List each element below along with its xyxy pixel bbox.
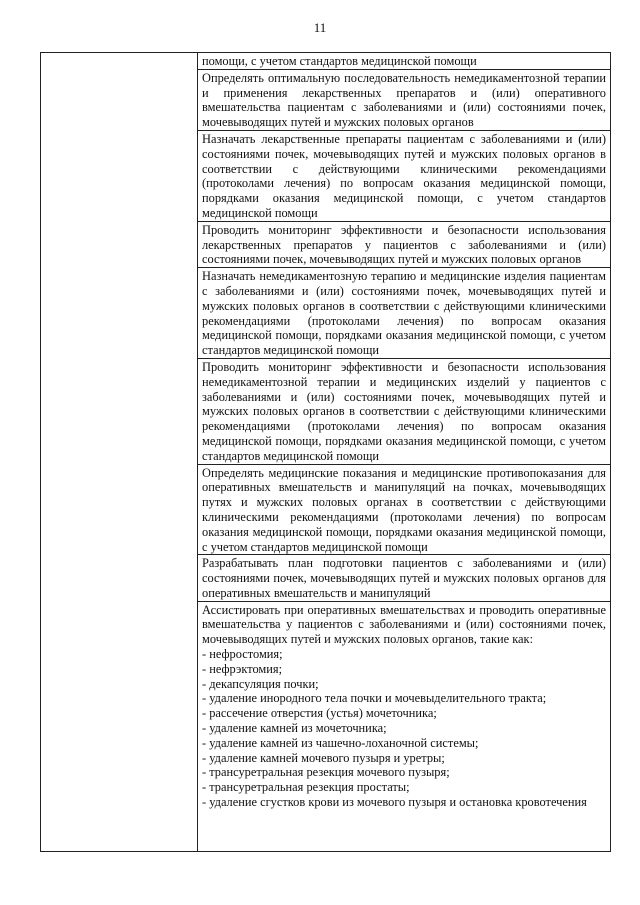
table-cell: Определять медицинские показания и медицинские противопоказания для оперативных вмешательств и манипуляций на почках, мочевыводящих путях и мужских половых органах в соответствии с действующими клиническими рекомендациями (протоколами лечения) по вопросам оказания медицинской помощи, порядками оказания медицинской помощи, с учетом стандартов медицинской помощи — [198, 465, 610, 556]
list-item: - удаление сгустков крови из мочевого пузыря и остановка кровотечения — [202, 795, 587, 810]
list-item: - рассечение отверстия (устья) мочеточника; — [202, 706, 437, 721]
list-item: - декапсуляция почки; — [202, 676, 319, 691]
table-cell: помощи, с учетом стандартов медицинской помощи — [198, 53, 610, 70]
list-item: - нефростомия; — [202, 647, 283, 662]
table-left-column — [41, 53, 198, 851]
list-item: - удаление инородного тела почки и мочевыделительного тракта; — [202, 691, 547, 706]
operations-list — [202, 647, 606, 810]
table-cell: Назначать немедикаментозную терапию и медицинские изделия пациентам с заболеваниями и (или) состояниями почек, мочевыводящих путей и мужских половых органов в соответствии с действующими клиническими рекомендациями (протоколами лечения) по вопросам оказания медицинской помощи, порядками оказания медицинской помощи, с учетом стандартов медицинской помощи — [198, 268, 610, 359]
table-right-column — [198, 53, 610, 810]
table-cell: Проводить мониторинг эффективности и безопасности использования немедикаментозной терапии и медицинских изделий у пациентов с заболеваниями и (или) состояниями почек, мочевыводящих путей и мужских половых органов в соответствии с действующими клиническими рекомендациями (протоколами лечения) по вопросам оказания медицинской помощи, порядками оказания медицинской помощи, с учетом стандартов медицинской помощи — [198, 359, 610, 465]
page-number: 11 — [313, 20, 327, 35]
list-item: - удаление камней из чашечно-лоханочной системы; — [202, 735, 479, 750]
competency-table — [40, 52, 611, 852]
list-item: - удаление камней из мочеточника; — [202, 721, 387, 736]
list-item: - удаление камней мочевого пузыря и уретры; — [202, 750, 445, 765]
table-cell: Назначать лекарственные препараты пациентам с заболеваниями и (или) состояниями почек, мочевыводящих путей и мужских половых органов в соответствии с действующими клиническими рекомендациями (протоколами лечения) по вопросам оказания медицинской помощи, порядками оказания медицинской помощи, с учетом стандартов медицинской помощи — [198, 131, 610, 222]
list-item: - трансуретральная резекция мочевого пузыря; — [202, 765, 450, 780]
operations-intro: Ассистировать при оперативных вмешательствах и проводить оперативные вмешательства у пациентов с заболеваниями и (или) состояниями почек, мочевыводящих путей и мужских половых органов, такие как: — [202, 602, 606, 647]
table-cell: Определять оптимальную последовательность немедикаментозной терапии и применения лекарственных препаратов и (или) оперативного вмешательства пациентам с заболеваниями и (или) состояниями почек, мочевыводящих путей и мужских половых органов — [198, 70, 610, 131]
table-cell: Разрабатывать план подготовки пациентов с заболеваниями и (или) состояниями почек, мочевыводящих путей и мужских половых органов для оперативных вмешательств и манипуляций — [198, 555, 610, 601]
list-item: - трансуретральная резекция простаты; — [202, 780, 410, 795]
table-cell: Проводить мониторинг эффективности и безопасности использования лекарственных препаратов у пациентов с заболеваниями и (или) состояниями почек, мочевыводящих путей и мужских половых органов — [198, 222, 610, 268]
table-cell-operations — [198, 602, 610, 810]
list-item: - нефрэктомия; — [202, 661, 283, 676]
